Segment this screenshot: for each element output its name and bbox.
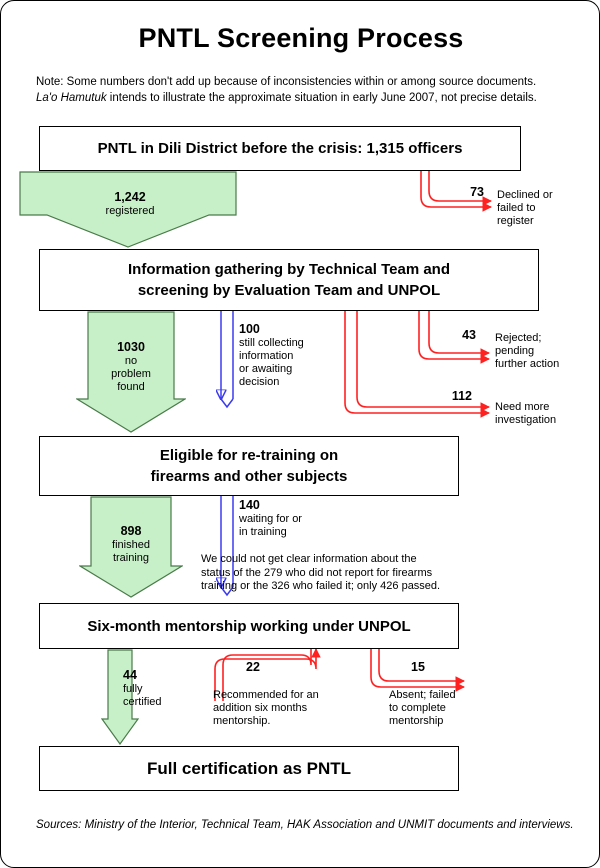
red-label-2	[495, 332, 595, 371]
box-3-line-2: firearms and other subjects	[150, 468, 348, 485]
red-5-number: 15	[411, 660, 425, 674]
red-5-line-2: to complete	[389, 702, 446, 714]
green-label-2-number: 1030	[117, 340, 145, 354]
box-information-gathering[interactable]	[39, 249, 539, 311]
green-label-4-line-1: fully	[123, 683, 143, 695]
blue-label-1-line-3: or awaiting	[239, 363, 293, 375]
red-label-3	[495, 401, 595, 427]
red-3-number: 112	[451, 389, 472, 403]
red-2-number: 43	[462, 328, 476, 342]
red-1-line-2: failed to	[497, 202, 536, 214]
red-5-line-3: mentorship	[389, 715, 444, 727]
red-label-3-number	[437, 390, 472, 404]
box-six-month-mentorship[interactable]	[39, 603, 459, 649]
blue-label-2-line-1: waiting for or	[239, 513, 302, 525]
green-label-2-line-3: found	[117, 381, 145, 393]
box-2-line-2: screening by Evaluation Team and UNPOL	[137, 282, 441, 299]
blue-label-1	[239, 323, 349, 389]
box-3-line-1: Eligible for re-training on	[159, 447, 339, 464]
red-label-1	[497, 189, 592, 228]
note-line-2: intends to illustrate the approximate situation in early June 2007, not precise details.	[106, 92, 537, 104]
red-label-2-number	[441, 329, 476, 343]
box-full-certification[interactable]	[39, 746, 459, 791]
red-label-4	[213, 689, 333, 728]
note-line-1: Note: Some numbers don't add up because of inconsistencies within or among source documents.	[36, 76, 537, 88]
red-2-line-3: further action	[495, 358, 560, 370]
red-label-1-number	[449, 186, 484, 200]
blue-label-1-line-4: decision	[239, 376, 280, 388]
note-text	[36, 74, 571, 106]
box-pntl-before-crisis[interactable]	[39, 126, 521, 171]
box-1-text: PNTL in Dili District before the crisis: 1,315 officers	[97, 140, 463, 157]
training-note-line-1: We could not get clear information about the	[201, 553, 417, 565]
red-2-line-1: Rejected;	[495, 332, 542, 344]
page-title: PNTL Screening Process	[138, 23, 464, 53]
blue-label-1-line-2: information	[239, 350, 294, 362]
red-label-4-number	[246, 661, 286, 675]
box-4-text: Six-month mentorship working under UNPOL	[87, 617, 411, 635]
green-label-3-number: 898	[120, 524, 142, 538]
blue-label-1-number: 100	[239, 322, 260, 336]
green-label-2-line-2: problem	[111, 368, 151, 380]
green-label-4-number: 44	[123, 668, 137, 682]
red-label-5	[389, 689, 489, 728]
green-label-1	[85, 191, 175, 218]
green-label-2	[86, 341, 176, 394]
box-5-text: Full certification as PNTL	[146, 759, 352, 778]
green-label-2-line-1: no	[124, 355, 138, 367]
green-label-1-text: registered	[105, 205, 155, 217]
red-4-number: 22	[246, 660, 260, 674]
blue-label-2	[239, 499, 359, 539]
red-4-line-2: addition six months	[213, 702, 308, 714]
red-1-number: 73	[470, 185, 484, 199]
red-3-line-1: Need more	[495, 401, 550, 413]
box-eligible-retraining[interactable]	[39, 436, 459, 496]
red-label-5-number	[411, 661, 451, 675]
training-note-line-3: training or the 326 who failed it; only 426 passed.	[201, 580, 441, 592]
red-3-line-2: investigation	[495, 414, 557, 426]
red-5-line-1: Absent; failed	[389, 689, 456, 701]
red-1-line-3: register	[497, 215, 534, 227]
green-label-4	[123, 669, 193, 709]
green-label-3-line-1: finished	[112, 539, 150, 551]
green-label-3	[86, 525, 176, 565]
green-label-1-number: 1,242	[114, 190, 146, 204]
green-label-3-line-2: training	[112, 552, 150, 564]
red-4-line-3: mentorship.	[213, 715, 271, 727]
training-note	[201, 553, 481, 594]
note-org-name: La'o Hamutuk	[36, 92, 107, 104]
box-2-line-1: Information gathering by Technical Team and	[128, 261, 450, 278]
sources-text: Sources: Ministry of the Interior, Technical Team, HAK Association and UNMIT documents and interviews.	[36, 819, 574, 831]
red-2-line-2: pending	[495, 345, 535, 357]
red-4-line-1: Recommended for an	[213, 689, 319, 701]
red-1-line-1: Declined or	[497, 189, 553, 201]
training-note-line-2: status of the 279 who did not report for firearms	[201, 566, 433, 579]
green-label-4-line-2: certified	[123, 696, 162, 708]
blue-label-1-line-1: still collecting	[239, 337, 304, 349]
blue-label-2-line-2: in training	[239, 526, 287, 538]
blue-label-2-number: 140	[239, 498, 260, 512]
